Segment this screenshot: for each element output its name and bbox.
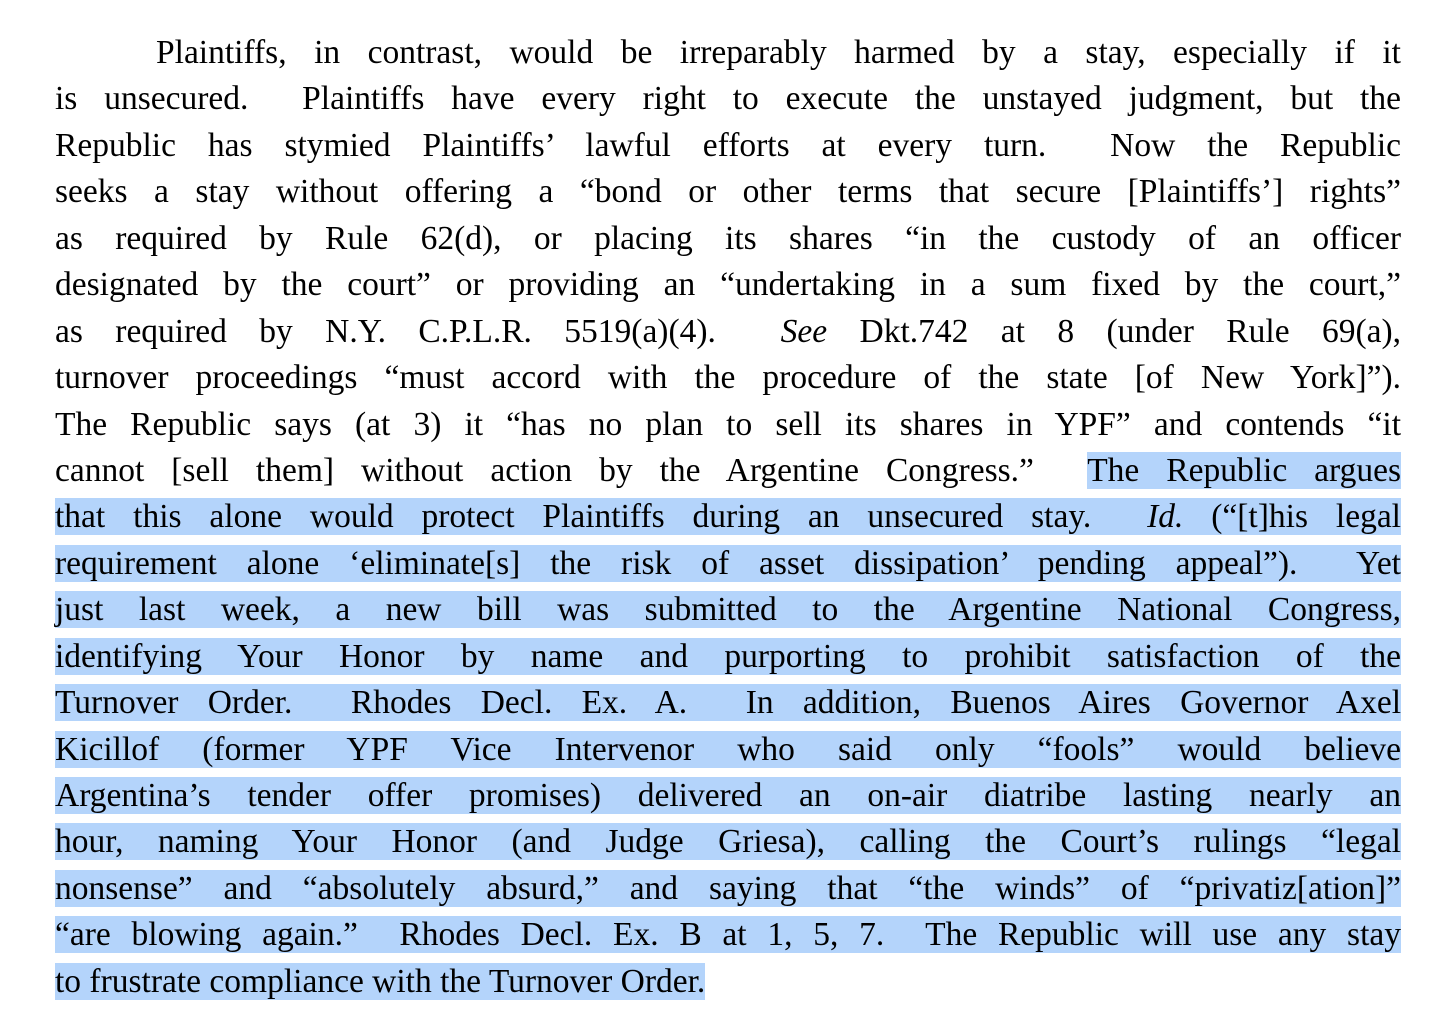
- highlighted-text-segment: Argentina’s tender offer promises) delivered an on-air diatribe lasting nearly an: [55, 777, 1401, 814]
- text-line: [55, 866, 1401, 912]
- text-line: [55, 169, 1401, 215]
- text-segment: as required by N.Y. C.P.L.R. 5519(a)(4).: [55, 312, 781, 350]
- highlighted-text-segment: nonsense” and “absolutely absurd,” and saying that “the winds” of “privatiz[ation]”: [55, 869, 1401, 907]
- text-segment: The Republic says (at 3) it “has no plan to sell its shares in YPF” and contends “it: [55, 405, 1401, 443]
- text-line: [55, 123, 1401, 169]
- text-line: [55, 309, 1401, 355]
- text-line: [55, 30, 1401, 76]
- document-paragraph[interactable]: [55, 30, 1401, 1005]
- highlighted-text-segment: identifying Your Honor by name and purporting to prohibit satisfaction of the: [55, 637, 1401, 675]
- text-line: [55, 959, 1401, 1005]
- highlighted-text-segment: Turnover Order. Rhodes Decl. Ex. A. In addition, Buenos Aires Governor Axel: [55, 684, 1401, 722]
- text-line: [55, 680, 1401, 726]
- text-line: [55, 402, 1401, 448]
- text-segment: is unsecured. Plaintiffs have every right to execute the unstayed judgment, but the: [55, 80, 1401, 118]
- highlighted-text-segment: to frustrate compliance with the Turnover Order.: [55, 962, 706, 1000]
- text-line: [55, 727, 1401, 773]
- highlighted-text-segment: just last week, a new bill was submitted to the Argentine National Congress,: [55, 591, 1401, 629]
- text-line: [55, 912, 1401, 958]
- highlighted-text-segment: hour, naming Your Honor (and Judge Griesa), calling the Court’s rulings “legal: [55, 823, 1401, 861]
- text-segment: cannot [sell them] without action by the Argentine Congress.”: [55, 451, 1088, 489]
- text-segment: designated by the court” or providing an “undertaking in a sum fixed by the court,”: [55, 266, 1401, 304]
- highlighted-text-segment: that this alone would protect Plaintiffs during an unsecured stay.: [55, 498, 1148, 536]
- text-segment: as required by Rule 62(d), or placing its shares “in the custody of an officer: [55, 219, 1401, 257]
- highlighted-text-segment: The Republic argues: [1087, 451, 1401, 489]
- text-segment: turnover proceedings “must accord with the procedure of the state [of New York]”).: [55, 359, 1401, 397]
- text-line: [55, 494, 1401, 540]
- text-line: [55, 76, 1401, 122]
- highlighted-text-segment: “are blowing again.” Rhodes Decl. Ex. B at 1, 5, 7. The Republic will use any stay: [55, 916, 1401, 954]
- text-line: [55, 355, 1401, 401]
- text-segment: seeks a stay without offering a “bond or other terms that secure [Plaintiffs’] rights”: [55, 173, 1401, 211]
- text-line: [55, 262, 1401, 308]
- highlighted-text-segment: requirement alone ‘eliminate[s] the risk of asset dissipation’ pending appeal”). Yet: [55, 544, 1401, 582]
- text-segment: Republic has stymied Plaintiffs’ lawful efforts at every turn. Now the Republic: [55, 126, 1401, 164]
- text-line: [55, 448, 1401, 494]
- text-segment: Dkt.742 at 8 (under Rule 69(a),: [827, 312, 1401, 350]
- text-line: [55, 634, 1401, 680]
- text-line: [55, 587, 1401, 633]
- highlighted-text-segment: Id.: [1147, 498, 1184, 536]
- highlighted-text-segment: Kicillof (former YPF Vice Intervenor who said only “fools” would believe: [55, 730, 1401, 768]
- text-line: [55, 819, 1401, 865]
- text-segment: Plaintiffs, in contrast, would be irreparably harmed by a stay, especially if it: [156, 34, 1401, 71]
- highlighted-text-segment: (“[t]his legal: [1183, 498, 1401, 536]
- text-line: [55, 773, 1401, 819]
- text-line: [55, 216, 1401, 262]
- text-line: [55, 541, 1401, 587]
- text-segment: See: [780, 312, 828, 350]
